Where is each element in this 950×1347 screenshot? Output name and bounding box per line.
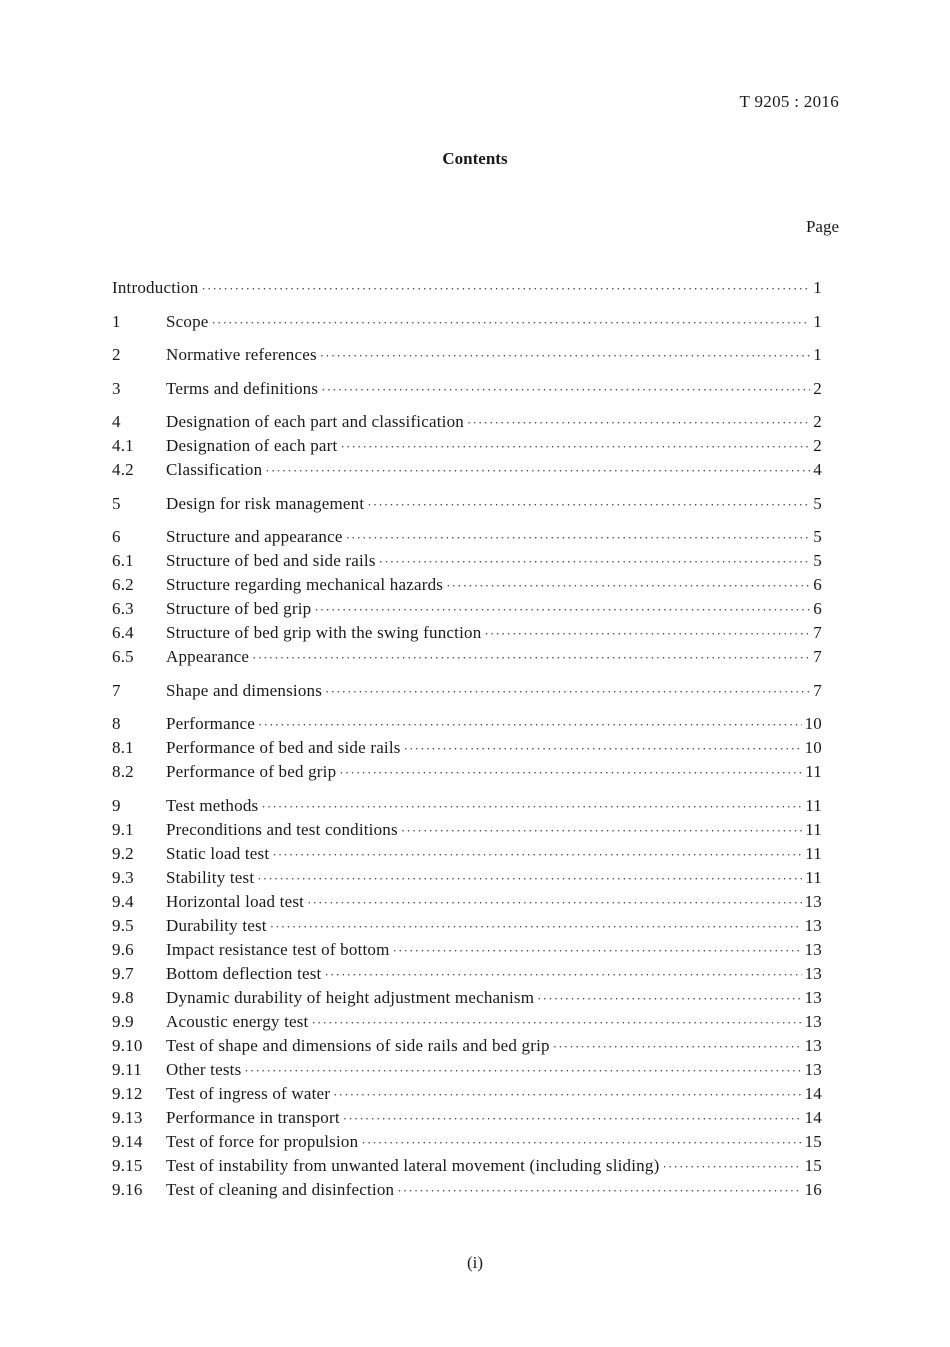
toc-entry-page: 4 (813, 460, 822, 479)
toc-entry-page: 1 (813, 345, 822, 364)
toc-entry-title: Stability test (166, 867, 255, 887)
toc-entry-page: 14 (804, 1083, 822, 1103)
toc-entry[interactable] (112, 1036, 822, 1060)
toc-entry[interactable] (112, 527, 822, 551)
toc-entry-number: 9.15 (112, 1155, 143, 1175)
dot-leader (257, 871, 802, 887)
dot-leader (252, 650, 810, 666)
toc-entry-title: Acoustic energy test (166, 1011, 309, 1031)
toc-entry-title: Terms and definitions (166, 378, 319, 398)
toc-entry[interactable] (112, 575, 822, 599)
toc-entry-number: 7 (112, 680, 121, 700)
dot-leader (379, 554, 811, 570)
dot-leader (397, 1183, 801, 1199)
page-number: (i) (466, 1253, 484, 1272)
toc-entry[interactable] (112, 916, 822, 940)
toc-entry-number: 5 (112, 493, 121, 513)
toc-entry[interactable] (112, 494, 822, 518)
toc-entry-number: 9.3 (112, 867, 134, 887)
toc-entry[interactable] (112, 460, 822, 484)
toc-entry-number: 9.2 (112, 843, 134, 863)
toc-entry-title: Test methods (166, 795, 259, 815)
toc-entry[interactable] (112, 436, 822, 460)
toc-entry[interactable] (112, 647, 822, 671)
dot-leader (261, 799, 802, 815)
toc-entry-page: 10 (804, 714, 822, 733)
toc-entry-title: Performance of bed grip (166, 762, 337, 781)
dot-leader (270, 919, 802, 935)
toc-entry[interactable] (112, 681, 822, 705)
toc-entry-title: Structure of bed and side rails (166, 551, 376, 570)
toc-entry-title: Dynamic durability of height adjustment mechanism (166, 987, 535, 1007)
dot-leader (272, 847, 802, 863)
toc-entry[interactable] (112, 379, 822, 403)
dot-leader (324, 967, 801, 983)
toc-entry-page: 13 (804, 1035, 822, 1055)
dot-leader (201, 281, 810, 297)
toc-entry-number: 9.13 (112, 1107, 143, 1127)
dot-leader (212, 315, 811, 331)
toc-entry-page: 13 (804, 891, 822, 911)
toc-entry-page: 13 (804, 963, 822, 983)
table-of-contents (112, 278, 822, 1213)
toc-entry-title: Impact resistance test of bottom (166, 939, 390, 959)
dot-leader (537, 991, 801, 1007)
toc-entry-page: 11 (805, 819, 822, 839)
page-column-label: Page (805, 217, 839, 236)
toc-entry-number: 6.1 (112, 551, 134, 570)
toc-entry-number: 6.5 (112, 647, 134, 666)
toc-entry-number: 9.10 (112, 1035, 143, 1055)
toc-group (112, 681, 822, 705)
dot-leader (244, 1063, 801, 1079)
toc-entry-title: Horizontal load test (166, 891, 305, 911)
toc-entry-number: 9.14 (112, 1131, 143, 1151)
toc-entry-number: 3 (112, 378, 121, 398)
standard-number: T 9205 : 2016 (739, 92, 839, 111)
toc-entry-page: 13 (804, 1059, 822, 1079)
dot-leader (367, 497, 810, 513)
dot-leader (311, 1015, 801, 1031)
toc-entry-page: 13 (804, 1011, 822, 1031)
toc-entry[interactable] (112, 312, 822, 336)
toc-entry[interactable] (112, 988, 822, 1012)
toc-entry[interactable] (112, 1060, 822, 1084)
toc-entry-title: Test of force for propulsion (166, 1131, 359, 1151)
toc-entry[interactable] (112, 1180, 822, 1204)
toc-entry-number: 9.7 (112, 963, 134, 983)
toc-entry[interactable] (112, 714, 822, 738)
toc-entry-page: 11 (805, 762, 822, 781)
dot-leader (662, 1159, 801, 1175)
toc-entry-page: 11 (805, 843, 822, 863)
toc-entry-number: 6.3 (112, 599, 134, 618)
dot-leader (361, 1135, 801, 1151)
toc-entry[interactable] (112, 599, 822, 623)
toc-entry-page: 7 (813, 647, 822, 666)
toc-entry-page: 11 (805, 795, 822, 815)
toc-entry-page: 1 (813, 311, 822, 331)
dot-leader (401, 823, 802, 839)
toc-entry-page: 16 (804, 1179, 822, 1199)
toc-entry[interactable] (112, 1084, 822, 1108)
page-title: Contents (442, 149, 508, 168)
toc-entry-page: 14 (804, 1107, 822, 1127)
toc-entry[interactable] (112, 412, 822, 436)
toc-group (112, 714, 822, 786)
toc-entry-title: Design for risk management (166, 493, 365, 513)
toc-entry-page: 15 (804, 1131, 822, 1151)
toc-entry-page: 6 (813, 575, 822, 594)
toc-entry[interactable] (112, 1108, 822, 1132)
toc-entry-number: 1 (112, 311, 121, 331)
toc-entry-number: 6 (112, 527, 121, 546)
toc-entry-title: Test of cleaning and disinfection (166, 1179, 395, 1199)
toc-entry[interactable] (112, 345, 822, 369)
toc-group (112, 796, 822, 1204)
dot-leader (346, 530, 811, 546)
toc-entry-number: 6.4 (112, 623, 134, 642)
toc-entry-number: 6.2 (112, 575, 134, 594)
toc-entry-number: 2 (112, 345, 121, 364)
toc-entry-title: Performance of bed and side rails (166, 738, 401, 757)
toc-entry-number: 9.16 (112, 1179, 143, 1199)
toc-entry[interactable] (112, 623, 822, 647)
dot-leader (258, 717, 802, 733)
toc-entry-page: 5 (813, 493, 822, 513)
toc-entry-number: 9 (112, 795, 121, 815)
dot-leader (325, 684, 810, 700)
toc-group (112, 494, 822, 518)
dot-leader (314, 602, 810, 618)
toc-entry[interactable] (112, 844, 822, 868)
toc-entry-number: 9.5 (112, 915, 134, 935)
toc-entry-title: Static load test (166, 843, 270, 863)
dot-leader (446, 578, 810, 594)
dot-leader (393, 943, 802, 959)
toc-entry-page: 5 (813, 527, 822, 546)
toc-entry-page: 6 (813, 599, 822, 618)
toc-entry-page: 5 (813, 551, 822, 570)
toc-entry-number: 8.1 (112, 738, 134, 757)
toc-entry-title: Durability test (166, 915, 267, 935)
toc-entry[interactable] (112, 940, 822, 964)
toc-entry[interactable] (112, 868, 822, 892)
toc-entry[interactable] (112, 278, 822, 302)
toc-entry-page: 13 (804, 915, 822, 935)
toc-entry-title: Structure of bed grip with the swing function (166, 623, 482, 642)
toc-entry-title: Bottom deflection test (166, 963, 322, 983)
toc-entry-title: Preconditions and test conditions (166, 819, 398, 839)
toc-entry-number: 4 (112, 412, 121, 431)
toc-entry-title: Scope (166, 311, 209, 331)
toc-entry[interactable] (112, 1156, 822, 1180)
toc-entry-number: 9.1 (112, 819, 134, 839)
toc-entry[interactable] (112, 1012, 822, 1036)
dot-leader (484, 626, 810, 642)
dot-leader (404, 741, 802, 757)
toc-entry-title: Designation of each part and classification (166, 412, 464, 431)
toc-entry-page: 10 (804, 738, 822, 757)
toc-entry-title: Appearance (166, 647, 250, 666)
dot-leader (339, 765, 802, 781)
toc-entry-number: 9.12 (112, 1083, 143, 1103)
toc-entry-page: 11 (805, 867, 822, 887)
dot-leader (321, 382, 810, 398)
toc-entry-title: Test of ingress of water (166, 1083, 331, 1103)
toc-entry[interactable] (112, 964, 822, 988)
dot-leader (340, 439, 810, 455)
toc-group (112, 379, 822, 403)
toc-entry-title: Other tests (166, 1059, 242, 1079)
toc-entry-number: 8.2 (112, 762, 134, 781)
dot-leader (320, 348, 811, 364)
toc-entry-page: 13 (804, 939, 822, 959)
toc-entry-title: Normative references (166, 345, 317, 364)
dot-leader (307, 895, 802, 911)
dot-leader (553, 1039, 802, 1055)
toc-entry-title: Structure of bed grip (166, 599, 312, 618)
toc-group (112, 527, 822, 671)
toc-entry-title: Performance in transport (166, 1107, 340, 1127)
toc-entry-title: Performance (166, 714, 256, 733)
toc-entry[interactable] (112, 551, 822, 575)
toc-entry-title: Classification (166, 460, 263, 479)
dot-leader (265, 463, 810, 479)
toc-entry-title: Structure and appearance (166, 527, 343, 546)
toc-entry[interactable] (112, 762, 822, 786)
toc-entry-title: Structure regarding mechanical hazards (166, 575, 444, 594)
toc-entry-number: 9.8 (112, 987, 134, 1007)
toc-group (112, 345, 822, 369)
dot-leader (333, 1087, 801, 1103)
dot-leader (343, 1111, 802, 1127)
toc-entry-page: 2 (813, 378, 822, 398)
toc-entry-title: Test of instability from unwanted lateral movement (including sliding) (166, 1155, 660, 1175)
toc-entry-page: 1 (813, 278, 822, 297)
toc-entry-title: Test of shape and dimensions of side rails and bed grip (166, 1035, 550, 1055)
toc-entry[interactable] (112, 820, 822, 844)
toc-entry[interactable] (112, 796, 822, 820)
dot-leader (467, 415, 810, 431)
toc-entry-page: 15 (804, 1155, 822, 1175)
toc-group (112, 278, 822, 302)
toc-entry[interactable] (112, 892, 822, 916)
toc-entry-page: 7 (813, 680, 822, 700)
toc-entry-page: 7 (813, 623, 822, 642)
toc-entry-page: 2 (813, 412, 822, 431)
toc-entry[interactable] (112, 1132, 822, 1156)
toc-entry-number: 4.1 (112, 436, 134, 455)
toc-entry-number: 9.4 (112, 891, 134, 911)
toc-entry-title: Introduction (112, 278, 199, 297)
toc-entry-number: 8 (112, 714, 121, 733)
toc-entry-number: 9.11 (112, 1059, 142, 1079)
toc-group (112, 312, 822, 336)
toc-entry-title: Shape and dimensions (166, 680, 323, 700)
toc-entry-number: 9.9 (112, 1011, 134, 1031)
toc-entry[interactable] (112, 738, 822, 762)
toc-group (112, 412, 822, 484)
toc-entry-title: Designation of each part (166, 436, 338, 455)
toc-entry-page: 13 (804, 987, 822, 1007)
toc-entry-number: 4.2 (112, 460, 134, 479)
toc-entry-number: 9.6 (112, 939, 134, 959)
toc-entry-page: 2 (813, 436, 822, 455)
